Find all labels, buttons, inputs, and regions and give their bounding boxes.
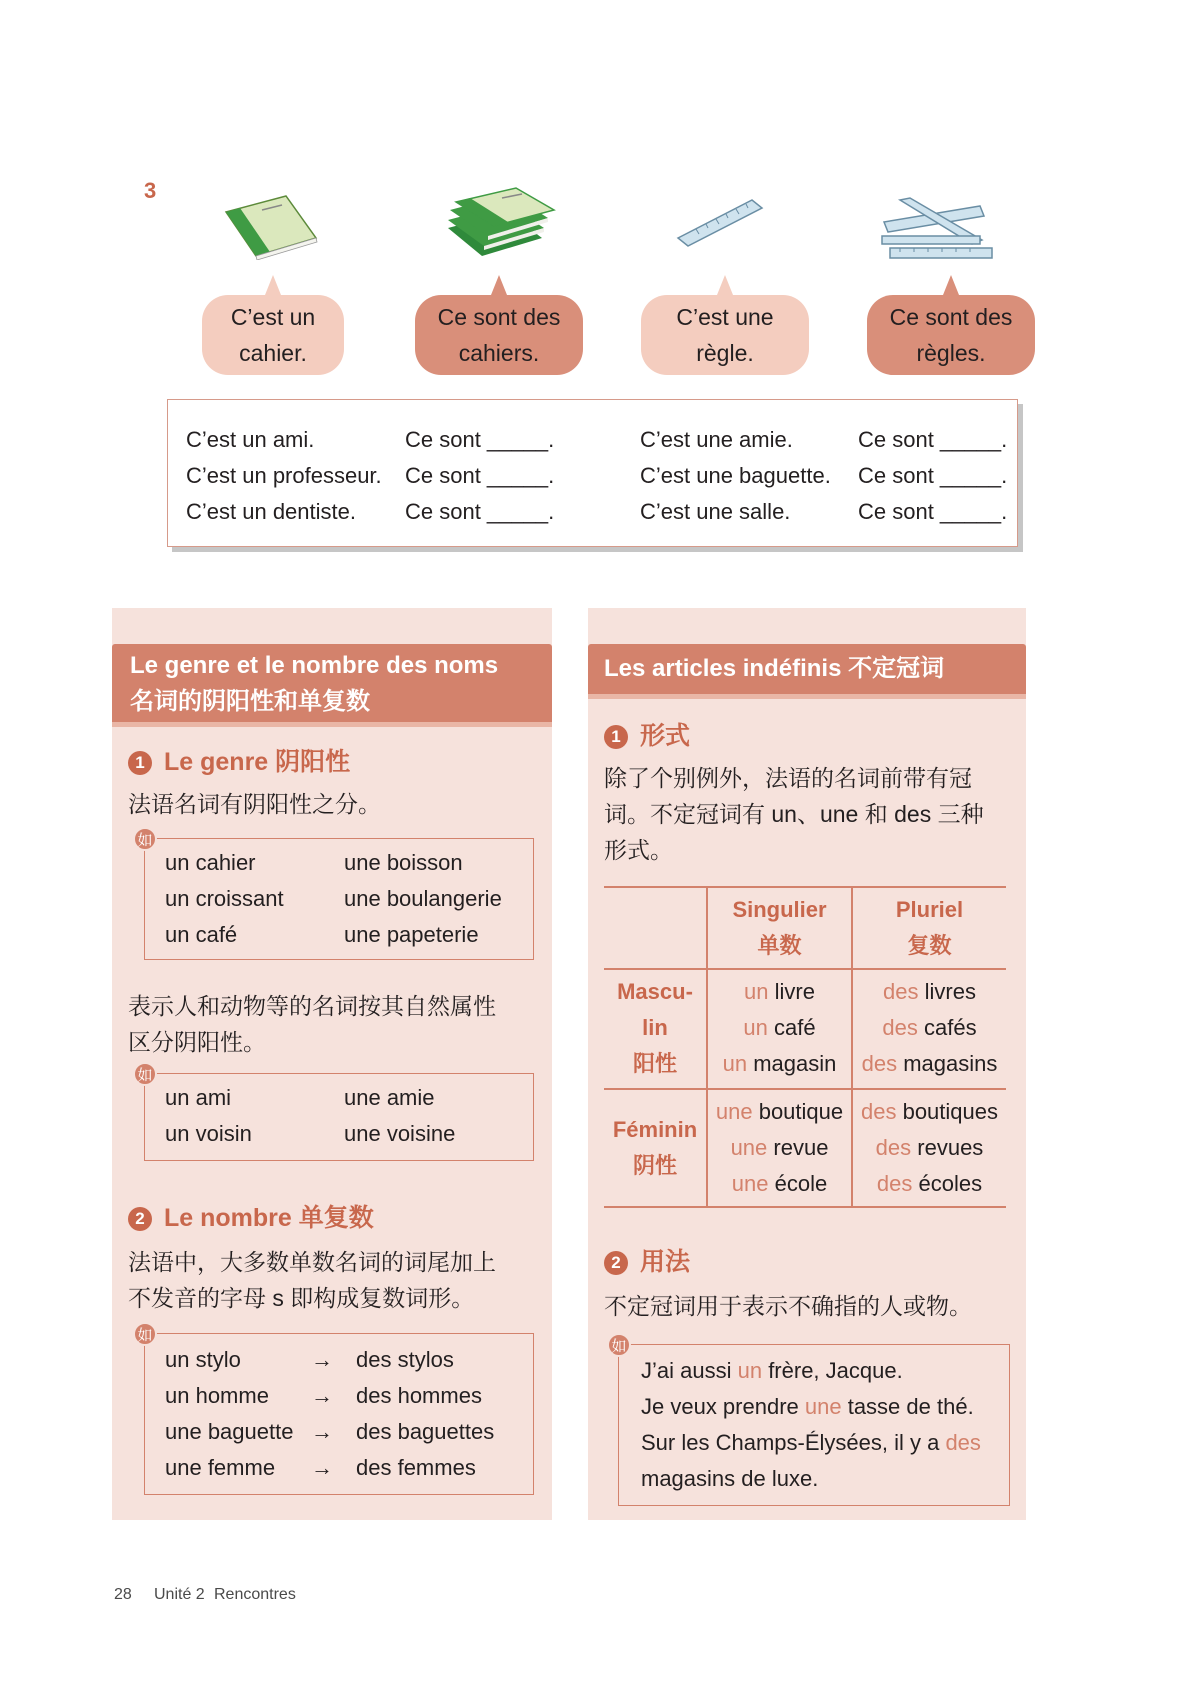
noun: cafés [917, 1015, 977, 1040]
article: un [743, 1015, 768, 1040]
article: des [945, 1430, 981, 1455]
section-title-text: Le genre 阴阳性 [164, 748, 351, 776]
example-sentence: magasins de luxe. [641, 1466, 819, 1491]
exercise-blank: Ce sont _____. [405, 427, 555, 452]
section-title-text: 形式 [640, 722, 691, 750]
exercise-box [167, 399, 1018, 547]
body-text: 区分阴阳性。 [128, 1029, 266, 1055]
noun: boutique [752, 1099, 844, 1124]
example-word: un homme [165, 1383, 269, 1408]
noun: école [768, 1171, 828, 1196]
example-word: un croissant [165, 886, 284, 911]
unit-title: Rencontres [214, 1586, 296, 1603]
bubble-line: Ce sont des [889, 304, 1013, 330]
example-marker: 如 [607, 1333, 631, 1357]
row-head-feminin-zh: 阴性 [632, 1153, 677, 1178]
header-singulier: Singulier [732, 897, 827, 922]
header-singulier-zh: 单数 [757, 933, 802, 958]
article: des [882, 1015, 918, 1040]
exercise-blank: Ce sont _____. [858, 427, 1008, 452]
example-word: une voisine [344, 1121, 456, 1146]
exercise-sentence: C’est une salle. [640, 499, 791, 524]
sentence-text: frère, Jacque. [762, 1358, 903, 1383]
article: des [860, 1099, 897, 1124]
table-cell [708, 974, 851, 1010]
exercise-blank: Ce sont _____. [858, 499, 1008, 524]
table-cell [708, 1094, 851, 1130]
noun: revue [767, 1135, 829, 1160]
article: des [875, 1135, 912, 1160]
panel-title: Le genre et le nombre des noms [130, 652, 499, 679]
example-word: un stylo [165, 1347, 241, 1372]
row-head-masculin-zh: 阳性 [632, 1051, 677, 1076]
row-head-feminin: Féminin [612, 1117, 698, 1142]
example-marker: 如 [133, 1322, 157, 1346]
row-head-masculin: lin [642, 1015, 668, 1040]
noun: revues [911, 1135, 984, 1160]
exercise-sentence: C’est un dentiste. [186, 499, 356, 524]
article: un [744, 979, 769, 1004]
example-word: une boisson [344, 850, 463, 875]
bubble-line: C’est une [676, 304, 774, 330]
exercise-sentence: C’est une amie. [640, 427, 793, 452]
bubble-line: C’est un [230, 304, 316, 330]
table-cell [853, 1046, 1006, 1082]
section-title-text: 用法 [640, 1248, 691, 1276]
example-word: une baguette [165, 1419, 294, 1444]
section-usage-title [604, 1242, 690, 1278]
example-word: une amie [344, 1085, 435, 1110]
panel-title: 名词的阴阳性和单复数 [130, 688, 370, 715]
body-text: 形式。 [604, 837, 673, 863]
example-box [137, 1327, 534, 1495]
article: une [731, 1171, 769, 1196]
article: un [737, 1358, 763, 1383]
exercise-blank: Ce sont _____. [858, 463, 1008, 488]
body-text: 表示人和动物等的名词按其自然属性 [128, 993, 496, 1019]
articles-table [604, 886, 1006, 1208]
body-text: 不定冠词用于表示不确指的人或物。 [604, 1293, 972, 1319]
body-text: 法语中，大多数单数名词的词尾加上 [128, 1249, 496, 1275]
section-title-text: Le nombre 单复数 [164, 1204, 374, 1232]
exercise-sentence: C’est une baguette. [640, 463, 831, 488]
table-cell [853, 974, 1006, 1010]
body-text: 词。不定冠词有 un、une 和 des 三种 [604, 801, 984, 827]
articles-indefinis-panel [588, 608, 1026, 1520]
section-nombre-title [128, 1198, 374, 1234]
arrow-icon: → [311, 1419, 333, 1444]
exercise-blank: Ce sont _____. [405, 463, 555, 488]
section-forme-title [604, 716, 690, 752]
bubble-line: cahiers. [458, 340, 540, 366]
sentence-text: Sur les Champs-Élysées, il y a [641, 1430, 946, 1455]
page-number: 28 [114, 1586, 132, 1603]
noun: café [767, 1015, 816, 1040]
panel-header [112, 644, 552, 722]
example-box [137, 1067, 534, 1161]
exercise-number: 3 [144, 178, 157, 203]
bubble-cahiers [415, 295, 583, 375]
example-word: un voisin [165, 1121, 252, 1146]
table-cell [708, 1166, 851, 1202]
row-head-masculin: Mascu- [617, 979, 693, 1004]
article: des [876, 1171, 913, 1196]
bubble-line: cahier. [239, 340, 307, 366]
panel-title: Les articles indéfinis 不定冠词 [604, 655, 945, 682]
noun: boutiques [896, 1099, 998, 1124]
table-cell [708, 1130, 851, 1166]
article: une [730, 1135, 768, 1160]
bubble-regle [641, 295, 809, 375]
table-cell [853, 1130, 1006, 1166]
sentence-text: tasse de thé. [841, 1394, 974, 1419]
exercise-blank: Ce sont _____. [405, 499, 555, 524]
example-marker: 如 [133, 827, 157, 851]
noun: magasin [747, 1051, 837, 1076]
article: une [715, 1099, 753, 1124]
article: des [883, 979, 919, 1004]
table-cell [853, 1010, 1006, 1046]
example-word: des baguettes [356, 1419, 495, 1444]
pile-of-rulers-icon [880, 196, 998, 262]
noun: livre [768, 979, 815, 1004]
noun: magasins [897, 1051, 998, 1076]
noun: livres [918, 979, 976, 1004]
bubble-cahier [202, 295, 344, 375]
example-marker: 如 [133, 1062, 157, 1086]
number-badge: 1 [128, 751, 152, 775]
header-pluriel-zh: 复数 [907, 933, 952, 958]
ruler-icon [676, 198, 764, 248]
example-box [611, 1338, 1010, 1506]
arrow-icon: → [311, 1455, 333, 1480]
bubble-line: règles. [916, 340, 986, 366]
example-word: une papeterie [344, 922, 479, 947]
example-word: une femme [165, 1455, 276, 1480]
example-word: des stylos [356, 1347, 454, 1372]
example-box [137, 832, 534, 960]
bubble-line: règle. [696, 340, 754, 366]
example-sentence [641, 1389, 974, 1425]
article: des [861, 1051, 898, 1076]
arrow-icon: → [311, 1383, 333, 1408]
body-text: 除了个别例外，法语的名词前带有冠 [604, 765, 972, 791]
unit-label: Unité 2 [154, 1586, 205, 1603]
number-badge: 2 [128, 1207, 152, 1231]
example-word: un café [165, 922, 238, 947]
section-genre-title [128, 742, 350, 778]
bubble-line: Ce sont des [437, 304, 561, 330]
table-cell [708, 1046, 851, 1082]
green-notebook-icon [222, 192, 320, 260]
stack-of-notebooks-icon [446, 186, 558, 258]
exercise-sentence: C’est un ami. [186, 427, 315, 452]
example-sentence [641, 1353, 903, 1389]
number-badge: 2 [604, 1251, 628, 1275]
example-word: un ami [165, 1085, 232, 1110]
table-cell [708, 1010, 851, 1046]
body-text: 法语名词有阴阳性之分。 [128, 791, 381, 817]
article: un [722, 1051, 748, 1076]
example-sentence [641, 1425, 981, 1461]
body-text: 不发音的字母 s 即构成复数词形。 [128, 1285, 475, 1311]
arrow-icon: → [311, 1347, 333, 1372]
panel-header [588, 644, 1026, 694]
table-cell [853, 1094, 1006, 1130]
table-cell [853, 1166, 1006, 1202]
header-pluriel: Pluriel [895, 897, 964, 922]
sentence-text: Je veux prendre [641, 1394, 805, 1419]
article: une [804, 1394, 842, 1419]
exercise-sentence: C’est un professeur. [186, 463, 382, 488]
sentence-text: J’ai aussi [641, 1358, 738, 1383]
number-badge: 1 [604, 725, 628, 749]
example-word: une boulangerie [344, 886, 502, 911]
example-word: des femmes [356, 1455, 476, 1480]
bubble-regles [867, 295, 1035, 375]
example-word: un cahier [165, 850, 256, 875]
example-word: des hommes [356, 1383, 482, 1408]
genre-nombre-panel [112, 608, 552, 1520]
noun: écoles [912, 1171, 983, 1196]
